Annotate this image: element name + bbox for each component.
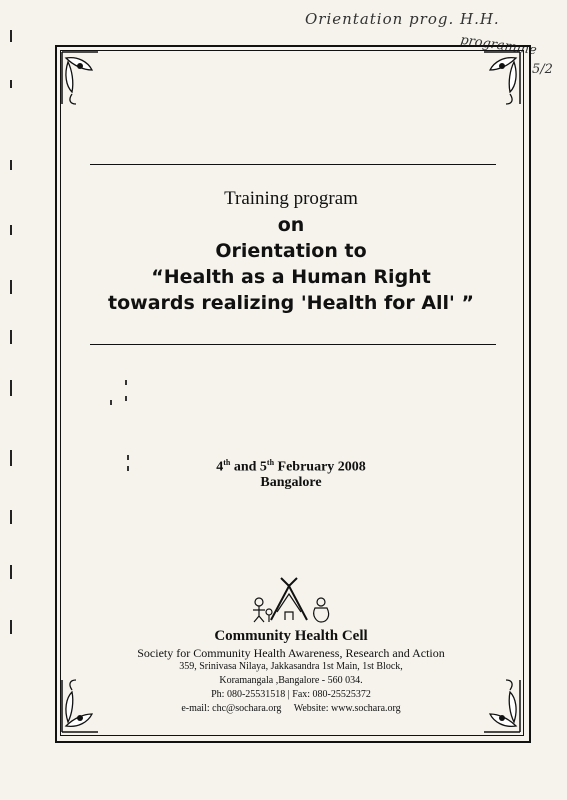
- handwritten-note-line3: 5/2: [532, 62, 553, 77]
- scan-speck: [125, 396, 127, 401]
- binding-mark: [10, 380, 12, 396]
- phone-fax: Ph: 080-25531518 | Fax: 080-25525372: [211, 689, 371, 700]
- event-date: [60, 458, 522, 476]
- binding-mark: [10, 80, 12, 88]
- heading-on: on: [277, 214, 305, 236]
- binding-mark: [10, 330, 12, 344]
- binding-mark: [10, 510, 12, 524]
- binding-mark: [10, 30, 12, 42]
- binding-mark: [10, 620, 12, 634]
- date-suffix2: th: [266, 458, 275, 467]
- binding-mark: [10, 160, 12, 170]
- date-day1: 4: [216, 459, 224, 475]
- email-website: e-mail: chc@sochara.org Website: www.sochara.org: [181, 703, 401, 714]
- heading-orientation: Orientation to: [215, 240, 367, 262]
- address-line2: Koramangala ,Bangalore - 560 034.: [219, 675, 363, 686]
- date-and: and: [230, 459, 260, 475]
- date-suffix1: th: [223, 458, 231, 467]
- org-name: Community Health Cell: [214, 628, 368, 644]
- handwritten-note-line1: Orientation prog. H.H.: [305, 10, 500, 28]
- heading-training-program: Training program: [224, 188, 358, 209]
- scan-speck: [125, 380, 127, 385]
- event-place: Bangalore: [260, 475, 322, 490]
- org-full-name: Society for Community Health Awareness, Research and Action: [137, 646, 445, 660]
- divider-bottom: [90, 344, 496, 345]
- heading-health-human-right: “Health as a Human Right: [151, 266, 431, 288]
- binding-mark: [10, 565, 12, 579]
- divider-top: [90, 164, 496, 165]
- floral-corner-ornament-top-right: [478, 48, 524, 108]
- handwritten-note-line2: programme: [459, 32, 538, 59]
- floral-corner-ornament-top-left: [58, 48, 104, 108]
- scan-speck: [110, 400, 112, 405]
- binding-mark: [10, 280, 12, 294]
- date-day2: 5: [259, 459, 267, 475]
- community-health-cell-logo: [245, 572, 335, 624]
- address-line1: 359, Srinivasa Nilaya, Jakkasandra 1st Main, 1st Block,: [179, 661, 403, 672]
- binding-mark: [10, 450, 12, 466]
- date-month-year: February 2008: [274, 459, 366, 475]
- binding-mark: [10, 225, 12, 235]
- heading-health-for-all: towards realizing 'Health for All' ”: [108, 292, 474, 314]
